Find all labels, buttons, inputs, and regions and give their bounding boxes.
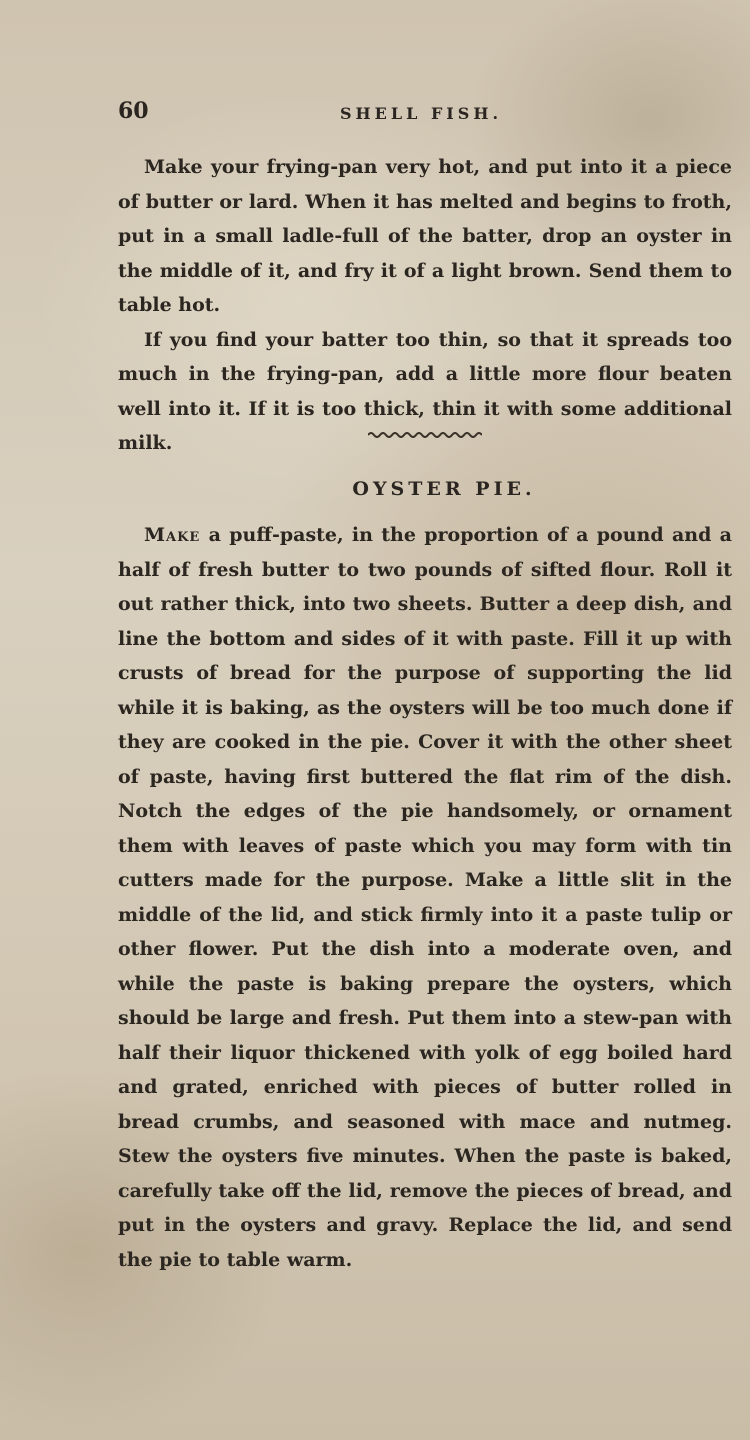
oyster-pie-recipe	[118, 518, 732, 1277]
page-number: 60	[118, 98, 149, 124]
paragraph-oyster-pie	[118, 518, 732, 1277]
frying-instructions	[118, 150, 732, 461]
lead-word: Make	[144, 524, 201, 546]
section-title: OYSTER PIE.	[352, 478, 536, 500]
paragraph-frying: Make your frying-pan very hot, and put into it a piece of butter or lard. When it has melted and begins to froth, put in a small ladle-full of the batter, drop an oyster in the middle of it, and fry it of a light brown. Send them to table hot.	[118, 156, 732, 316]
recipe-body: a puff-paste, in the proportion of a pound and a half of fresh butter to two pounds of sifted flour. Roll it out rather thick, into two sheets. Butter a deep dish, and line the bottom and sides of it with paste. Fill it up with crusts of bread for the purpose of supporting the lid while it is baking, as the oysters will be too much done if they are cooked in the pie. Cover it with the other sheet of paste, having first buttered the flat rim of the dish. Notch the edges of the pie handsomely, or ornament them with leaves of paste which you may form with tin cutters made for the purpose. Make a little slit in the middle of the lid, and stick firmly into it a paste tulip or other flower. Put the dish into a moderate oven, and while the paste is baking prepare the oysters, which should be large and fresh. Put them into a stew-pan with half their liquor thickened with yolk of egg boiled hard and grated, enriched with pieces of butter rolled in bread crumbs, and seasoned with mace and nutmeg. Stew the oysters five minutes. When the paste is baked, carefully take off the lid, remove the pieces of bread, and put in the oysters and gravy. Replace the lid, and send the pie to table warm.	[118, 524, 732, 1271]
paragraph-batter-consistency: If you find your batter too thin, so that it spreads too much in the frying-pan, add a little more flour beaten well into it. If it is too thick, thin it with some additional milk.	[118, 328, 732, 454]
running-head: SHELL FISH.	[340, 104, 503, 123]
page-header	[118, 96, 730, 136]
wavy-divider-ornament	[368, 428, 482, 442]
